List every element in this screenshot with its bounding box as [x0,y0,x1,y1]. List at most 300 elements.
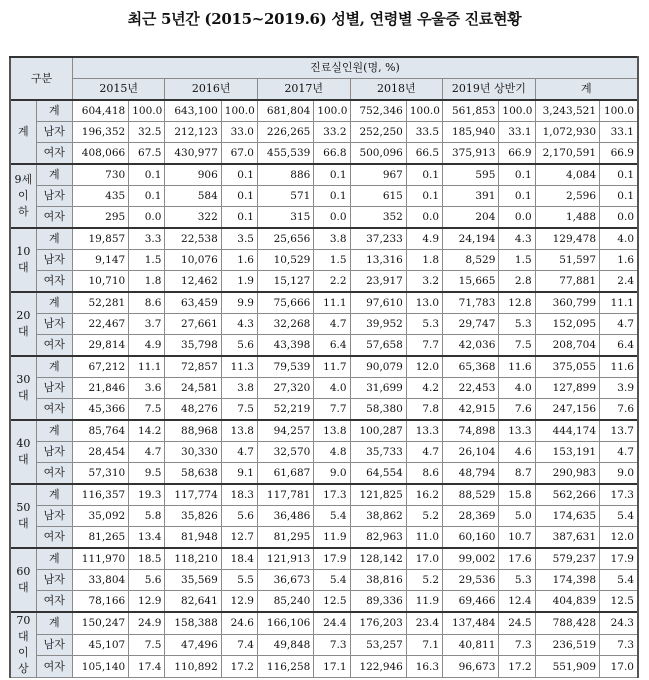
percent-cell: 33.2 [314,122,350,143]
sex-label: 계 [36,420,72,442]
sex-label: 남자 [36,634,72,656]
percent-cell: 1.5 [499,250,535,271]
count-cell: 60,160 [443,527,499,549]
percent-cell: 15.8 [499,484,535,506]
count-cell: 121,825 [350,484,406,506]
percent-cell: 17.4 [129,656,165,678]
year-header: 2018년 [350,79,443,101]
count-cell: 562,266 [535,484,599,506]
percent-cell: 19.3 [129,484,165,506]
table-row [10,164,638,186]
percent-cell: 5.3 [406,314,442,335]
percent-cell: 9.5 [129,463,165,485]
year-header: 2019년 상반기 [443,79,536,101]
count-cell: 71,783 [443,292,499,314]
count-cell: 90,079 [350,356,406,378]
group-header: 구분 [10,57,72,100]
count-cell: 111,970 [72,548,128,570]
page-title: 최근 5년간 (2015~2019.6) 성별, 연령별 우울증 진료현황 [127,10,522,28]
percent-cell: 5.5 [221,570,257,591]
count-cell: 99,002 [443,548,499,570]
count-cell: 212,123 [165,122,221,143]
count-cell: 24,194 [443,228,499,250]
sex-label: 계 [36,228,72,250]
percent-cell: 67.0 [221,143,257,165]
count-cell: 27,320 [257,378,313,399]
count-cell: 30,330 [165,442,221,463]
percent-cell: 12.0 [406,356,442,378]
percent-cell: 17.1 [314,656,350,678]
percent-cell: 13.3 [499,420,535,442]
percent-cell: 12.8 [499,292,535,314]
sex-label: 여자 [36,143,72,165]
percent-cell: 0.1 [406,164,442,186]
sex-label: 남자 [36,314,72,335]
count-cell: 100,287 [350,420,406,442]
count-cell: 58,380 [350,399,406,421]
count-cell: 3,243,521 [535,100,599,122]
count-cell: 35,826 [165,506,221,527]
sex-label: 여자 [36,271,72,293]
count-cell: 295 [72,207,128,229]
percent-cell: 100.0 [314,100,350,122]
percent-cell: 3.5 [221,228,257,250]
percent-cell: 24.6 [221,612,257,634]
count-cell: 42,915 [443,399,499,421]
percent-cell: 5.3 [499,314,535,335]
percent-cell: 17.2 [221,656,257,678]
count-cell: 81,948 [165,527,221,549]
count-cell: 116,357 [72,484,128,506]
percent-cell: 24.4 [314,612,350,634]
percent-cell: 1.6 [221,250,257,271]
count-cell: 88,968 [165,420,221,442]
percent-cell: 17.9 [600,548,638,570]
percent-cell: 7.3 [600,634,638,656]
count-cell: 1,488 [535,207,599,229]
count-cell: 81,265 [72,527,128,549]
count-cell: 10,710 [72,271,128,293]
count-cell: 89,336 [350,591,406,613]
table-container [9,56,639,678]
table-row [10,314,638,335]
table-row [10,656,638,678]
count-cell: 19,857 [72,228,128,250]
count-cell: 117,781 [257,484,313,506]
count-cell: 391 [443,186,499,207]
count-cell: 236,519 [535,634,599,656]
percent-cell: 7.4 [221,634,257,656]
count-cell: 752,346 [350,100,406,122]
table-row [10,250,638,271]
percent-cell: 17.9 [314,548,350,570]
count-cell: 82,963 [350,527,406,549]
count-cell: 110,892 [165,656,221,678]
count-cell: 25,656 [257,228,313,250]
count-cell: 26,104 [443,442,499,463]
percent-cell: 0.1 [314,164,350,186]
count-cell: 906 [165,164,221,186]
percent-cell: 4.6 [499,442,535,463]
percent-cell: 0.1 [406,186,442,207]
percent-cell: 0.0 [406,207,442,229]
percent-cell: 12.5 [600,591,638,613]
sex-label: 계 [36,292,72,314]
percent-cell: 0.1 [499,186,535,207]
count-cell: 85,240 [257,591,313,613]
percent-cell: 7.7 [314,399,350,421]
count-cell: 174,635 [535,506,599,527]
count-cell: 579,237 [535,548,599,570]
count-cell: 8,529 [443,250,499,271]
count-cell: 430,977 [165,143,221,165]
count-cell: 375,913 [443,143,499,165]
count-cell: 4,084 [535,164,599,186]
sex-label: 여자 [36,591,72,613]
percent-cell: 11.7 [314,356,350,378]
count-cell: 137,484 [443,612,499,634]
percent-cell: 5.2 [406,506,442,527]
percent-cell: 7.6 [499,399,535,421]
percent-cell: 13.8 [221,420,257,442]
percent-cell: 17.0 [600,656,638,678]
count-cell: 360,799 [535,292,599,314]
percent-cell: 1.6 [600,250,638,271]
count-cell: 571 [257,186,313,207]
percent-cell: 13.7 [600,420,638,442]
count-cell: 88,529 [443,484,499,506]
percent-cell: 0.1 [221,186,257,207]
year-header: 2015년 [72,79,165,101]
count-cell: 96,673 [443,656,499,678]
percent-cell: 3.2 [406,271,442,293]
count-cell: 10,529 [257,250,313,271]
percent-cell: 13.0 [406,292,442,314]
percent-cell: 9.0 [600,463,638,485]
age-group-label: 60대 [10,548,36,612]
percent-cell: 8.6 [406,463,442,485]
count-cell: 561,853 [443,100,499,122]
percent-cell: 24.3 [600,612,638,634]
percent-cell: 7.5 [499,335,535,357]
count-cell: 152,095 [535,314,599,335]
percent-cell: 7.3 [314,634,350,656]
percent-cell: 4.8 [314,442,350,463]
percent-cell: 0.1 [314,186,350,207]
percent-cell: 0.0 [314,207,350,229]
sex-label: 계 [36,484,72,506]
table-row [10,271,638,293]
percent-cell: 7.8 [406,399,442,421]
age-group-label: 40대 [10,420,36,484]
percent-cell: 11.0 [406,527,442,549]
percent-cell: 0.1 [221,207,257,229]
percent-cell: 66.5 [406,143,442,165]
count-cell: 150,247 [72,612,128,634]
percent-cell: 1.8 [406,250,442,271]
percent-cell: 6.4 [600,335,638,357]
percent-cell: 7.5 [129,399,165,421]
percent-cell: 11.3 [221,356,257,378]
percent-cell: 66.9 [600,143,638,165]
table-row [10,463,638,485]
count-cell: 9,147 [72,250,128,271]
count-cell: 643,100 [165,100,221,122]
count-cell: 615 [350,186,406,207]
percent-cell: 100.0 [221,100,257,122]
count-cell: 15,665 [443,271,499,293]
percent-cell: 33.1 [600,122,638,143]
count-cell: 185,940 [443,122,499,143]
percent-cell: 4.0 [314,378,350,399]
count-cell: 196,352 [72,122,128,143]
percent-cell: 1.5 [129,250,165,271]
percent-cell: 3.8 [314,228,350,250]
percent-cell: 23.4 [406,612,442,634]
percent-cell: 2.2 [314,271,350,293]
sex-label: 남자 [36,186,72,207]
percent-cell: 12.9 [129,591,165,613]
percent-cell: 3.8 [221,378,257,399]
percent-cell: 17.3 [600,484,638,506]
percent-cell: 13.8 [314,420,350,442]
sex-label: 계 [36,356,72,378]
count-cell: 967 [350,164,406,186]
count-cell: 208,704 [535,335,599,357]
percent-cell: 5.6 [221,506,257,527]
percent-cell: 66.9 [499,143,535,165]
count-cell: 12,462 [165,271,221,293]
percent-cell: 18.4 [221,548,257,570]
percent-cell: 0.1 [600,186,638,207]
count-cell: 116,258 [257,656,313,678]
count-cell: 58,638 [165,463,221,485]
count-cell: 117,774 [165,484,221,506]
percent-cell: 12.5 [314,591,350,613]
sex-label: 남자 [36,250,72,271]
count-cell: 2,596 [535,186,599,207]
percent-cell: 7.1 [406,634,442,656]
count-cell: 352 [350,207,406,229]
main-header: 진료실인원(명, %) [72,57,638,79]
percent-cell: 0.0 [499,207,535,229]
table-row [10,420,638,442]
count-cell: 39,952 [350,314,406,335]
sex-label: 계 [36,164,72,186]
count-cell: 77,881 [535,271,599,293]
percent-cell: 12.9 [221,591,257,613]
percent-cell: 14.2 [129,420,165,442]
percent-cell: 0.1 [221,164,257,186]
count-cell: 35,569 [165,570,221,591]
age-group-label: 50대 [10,484,36,548]
percent-cell: 17.3 [314,484,350,506]
count-cell: 158,388 [165,612,221,634]
percent-cell: 4.0 [600,228,638,250]
percent-cell: 9.9 [221,292,257,314]
table-row [10,570,638,591]
count-cell: 48,276 [165,399,221,421]
count-cell: 226,265 [257,122,313,143]
table-row [10,122,638,143]
sex-label: 여자 [36,527,72,549]
percent-cell: 5.2 [406,570,442,591]
count-cell: 31,699 [350,378,406,399]
percent-cell: 17.6 [499,548,535,570]
percent-cell: 17.0 [406,548,442,570]
count-cell: 22,453 [443,378,499,399]
count-cell: 375,055 [535,356,599,378]
count-cell: 36,673 [257,570,313,591]
age-group-label: 20대 [10,292,36,356]
percent-cell: 0.0 [600,207,638,229]
percent-cell: 3.6 [129,378,165,399]
table-row [10,591,638,613]
percent-cell: 8.6 [129,292,165,314]
percent-cell: 4.7 [406,442,442,463]
table-row [10,292,638,314]
percent-cell: 11.9 [314,527,350,549]
percent-cell: 4.7 [221,442,257,463]
count-cell: 21,846 [72,378,128,399]
percent-cell: 9.0 [314,463,350,485]
percent-cell: 24.9 [129,612,165,634]
count-cell: 595 [443,164,499,186]
percent-cell: 9.1 [221,463,257,485]
count-cell: 36,486 [257,506,313,527]
table-row [10,335,638,357]
count-cell: 65,368 [443,356,499,378]
count-cell: 35,798 [165,335,221,357]
sex-label: 남자 [36,442,72,463]
percent-cell: 33.0 [221,122,257,143]
percent-cell: 18.5 [129,548,165,570]
percent-cell: 7.7 [406,335,442,357]
percent-cell: 100.0 [499,100,535,122]
percent-cell: 11.6 [499,356,535,378]
sex-label: 여자 [36,335,72,357]
count-cell: 74,898 [443,420,499,442]
percent-cell: 0.1 [499,164,535,186]
table-row [10,399,638,421]
count-cell: 29,536 [443,570,499,591]
count-cell: 322 [165,207,221,229]
count-cell: 75,666 [257,292,313,314]
table-body [10,100,638,678]
percent-cell: 3.9 [600,378,638,399]
percent-cell: 5.3 [499,570,535,591]
table-row [10,548,638,570]
count-cell: 81,295 [257,527,313,549]
count-cell: 129,478 [535,228,599,250]
percent-cell: 2.8 [499,271,535,293]
count-cell: 176,203 [350,612,406,634]
percent-cell: 0.1 [600,164,638,186]
count-cell: 174,398 [535,570,599,591]
sex-label: 계 [36,612,72,634]
sex-label: 계 [36,100,72,122]
percent-cell: 24.5 [499,612,535,634]
count-cell: 57,310 [72,463,128,485]
count-cell: 29,747 [443,314,499,335]
count-cell: 57,658 [350,335,406,357]
percent-cell: 13.4 [129,527,165,549]
age-group-label: 10대 [10,228,36,292]
table-row [10,484,638,506]
percent-cell: 10.7 [499,527,535,549]
sex-label: 남자 [36,122,72,143]
percent-cell: 4.7 [129,442,165,463]
percent-cell: 5.4 [314,506,350,527]
count-cell: 28,454 [72,442,128,463]
year-header: 2017년 [257,79,350,101]
sex-label: 여자 [36,207,72,229]
table-row [10,506,638,527]
percent-cell: 33.1 [499,122,535,143]
count-cell: 315 [257,207,313,229]
percent-cell: 67.5 [129,143,165,165]
count-cell: 290,983 [535,463,599,485]
sex-label: 여자 [36,656,72,678]
table-row [10,612,638,634]
percent-cell: 1.8 [129,271,165,293]
count-cell: 247,156 [535,399,599,421]
count-cell: 64,554 [350,463,406,485]
percent-cell: 12.4 [499,591,535,613]
sex-label: 남자 [36,506,72,527]
count-cell: 29,814 [72,335,128,357]
count-cell: 94,257 [257,420,313,442]
count-cell: 681,804 [257,100,313,122]
sex-label: 여자 [36,399,72,421]
percent-cell: 5.8 [129,506,165,527]
count-cell: 404,839 [535,591,599,613]
percent-cell: 5.4 [314,570,350,591]
percent-cell: 5.0 [499,506,535,527]
percent-cell: 4.7 [600,314,638,335]
percent-cell: 8.7 [499,463,535,485]
count-cell: 584 [165,186,221,207]
percent-cell: 0.1 [129,164,165,186]
count-cell: 52,219 [257,399,313,421]
percent-cell: 4.3 [221,314,257,335]
count-cell: 408,066 [72,143,128,165]
percent-cell: 12.0 [600,527,638,549]
count-cell: 730 [72,164,128,186]
percent-cell: 11.1 [314,292,350,314]
count-cell: 27,661 [165,314,221,335]
count-cell: 22,538 [165,228,221,250]
count-cell: 53,257 [350,634,406,656]
count-cell: 40,811 [443,634,499,656]
count-cell: 387,631 [535,527,599,549]
percent-cell: 100.0 [129,100,165,122]
age-group-label: 30대 [10,356,36,420]
percent-cell: 32.5 [129,122,165,143]
percent-cell: 11.1 [600,292,638,314]
count-cell: 204 [443,207,499,229]
age-group-label: 70대 이상 [10,612,36,678]
sex-label: 남자 [36,570,72,591]
percent-cell: 11.9 [406,591,442,613]
sex-label: 남자 [36,378,72,399]
count-cell: 51,597 [535,250,599,271]
percent-cell: 13.3 [406,420,442,442]
count-cell: 82,641 [165,591,221,613]
count-cell: 22,467 [72,314,128,335]
count-cell: 33,804 [72,570,128,591]
percent-cell: 4.7 [600,442,638,463]
